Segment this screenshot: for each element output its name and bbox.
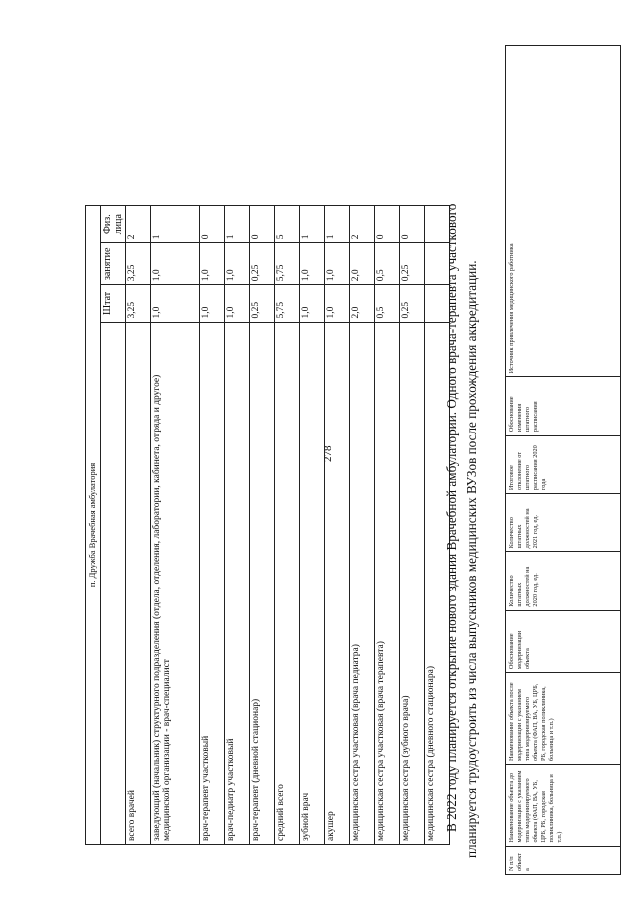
staff-row-shtat: 1,0	[225, 285, 250, 322]
staff-table-body	[126, 206, 450, 845]
staff-row-fiz: 1	[300, 206, 325, 243]
header-table-cell: Количество штатных должностей на 2021 год, ед.	[506, 494, 621, 552]
staff-row-zanyatie: 0,25	[250, 243, 275, 285]
staff-row-shtat: 0,25	[250, 285, 275, 322]
staff-row-zanyatie: 5,75	[275, 243, 300, 285]
staff-row-fiz: 5	[275, 206, 300, 243]
staff-row-fiz: 2	[126, 206, 151, 243]
header-table-cell: Обоснование изменения штатного расписания	[506, 377, 621, 436]
body-paragraph: В 2022 году планируется открытие нового здания Врачебной амбулатории. Одного врача-терапевта участкового планируется трудоустроить из числа выпускников медицинских ВУЗов после прохождения аккредитации.	[444, 203, 479, 858]
staff-table-row	[375, 206, 400, 845]
header-table-row	[506, 46, 621, 875]
staff-row-label: медицинская сестра участковая (врача терапевта)	[375, 322, 400, 844]
staff-table-header-fiz: Физ. лица	[101, 206, 126, 243]
staff-row-shtat: 1,0	[300, 285, 325, 322]
staff-table-row	[350, 206, 375, 845]
staff-row-fiz: 1	[225, 206, 250, 243]
staff-table-row	[200, 206, 225, 845]
staff-row-label: медицинская сестра участковая (врача педиатра)	[350, 322, 375, 844]
staff-row-label: заведующий (начальник) структурного подразделения (отдела, отделения, лаборатории, кабинета, отряда и другое) медицинской организации - врач-специалист	[151, 322, 200, 844]
staff-row-zanyatie: 0,25	[400, 243, 425, 285]
staff-row-label: медицинская сестра (зубного врача)	[400, 322, 425, 844]
staff-table-row	[275, 206, 300, 845]
staff-row-shtat: 1,0	[151, 285, 200, 322]
staff-row-label: акушер	[325, 322, 350, 844]
staff-table-header-empty	[101, 322, 126, 844]
staff-table-row	[151, 206, 200, 845]
staff-row-zanyatie: 1,0	[325, 243, 350, 285]
staff-table-header-shtat: Штат	[101, 285, 126, 322]
staff-row-zanyatie: 2,0	[350, 243, 375, 285]
staff-row-label: врач-терапевт (дневной стационар)	[250, 322, 275, 844]
staff-table-wrapper	[85, 205, 450, 845]
staff-row-fiz: 0	[400, 206, 425, 243]
staff-row-shtat: 5,75	[275, 285, 300, 322]
staff-row-zanyatie: 1,0	[200, 243, 225, 285]
staff-table-row	[400, 206, 425, 845]
header-table-cell: Наименование объекта после модернизации с указанием типа модернизируемого объекта (ФАП, ВА, УБ, ЦРБ, РБ, городская поликлиника, больница и т.п.)	[506, 673, 621, 765]
staff-row-fiz: 2	[350, 206, 375, 243]
staff-row-label: всего врачей	[126, 322, 151, 844]
staff-row-label: средний всего	[275, 322, 300, 844]
staff-table-row	[300, 206, 325, 845]
staff-row-shtat: 3,25	[126, 285, 151, 322]
staff-table-header-zanyatie: занятие	[101, 243, 126, 285]
staff-row-shtat: 2,0	[350, 285, 375, 322]
staff-table-row	[225, 206, 250, 845]
staff-table-row	[250, 206, 275, 845]
staff-row-fiz: 0	[375, 206, 400, 243]
header-table-cell: Источник привлечения медицинского работника	[506, 46, 621, 377]
staff-row-label: медицинская сестра (дневного стационара)	[425, 322, 450, 844]
header-table-cell: Наименование объекта до модернизации с указанием типа модернизируемого объекта (ФАП, ВА, УБ, ЦРБ, РБ, городская поликлиника, больница и т.п.)	[506, 765, 621, 846]
header-table-cell: N п/п объект а	[506, 846, 621, 874]
header-table-cell: Количество штатных должностей на 2020 год, ед.	[506, 552, 621, 610]
staff-row-zanyatie: 1,0	[225, 243, 250, 285]
modernization-header-table	[505, 45, 621, 875]
staff-row-fiz: 0	[200, 206, 225, 243]
staff-row-shtat: 1,0	[325, 285, 350, 322]
page-number: 278	[322, 445, 334, 462]
staff-row-fiz: 1	[151, 206, 200, 243]
header-table-cell: Итоговое отклонение от штатного расписания 2020 года	[506, 436, 621, 494]
staff-row-fiz: 1	[325, 206, 350, 243]
header-table-wrapper	[505, 45, 621, 875]
staff-row-label: зубной врач	[300, 322, 325, 844]
staff-row-label: врач-терапевт участковый	[200, 322, 225, 844]
staff-row-zanyatie: 3,25	[126, 243, 151, 285]
staff-row-zanyatie: 1,0	[151, 243, 200, 285]
staff-row-zanyatie: 1,0	[300, 243, 325, 285]
staff-row-label: врач-педиатр участковый	[225, 322, 250, 844]
staff-row-shtat: 0,25	[400, 285, 425, 322]
staff-table-row	[126, 206, 151, 845]
staff-table	[85, 205, 450, 845]
staff-table-caption: п. Дружба Врачебная амбулатория	[86, 206, 101, 845]
header-table-cell: Обоснование модернизации объекта	[506, 610, 621, 672]
staff-row-fiz: 0	[250, 206, 275, 243]
staff-row-zanyatie: 0,5	[375, 243, 400, 285]
staff-table-row	[325, 206, 350, 845]
staff-row-shtat: 1,0	[200, 285, 225, 322]
staff-row-shtat: 0,5	[375, 285, 400, 322]
